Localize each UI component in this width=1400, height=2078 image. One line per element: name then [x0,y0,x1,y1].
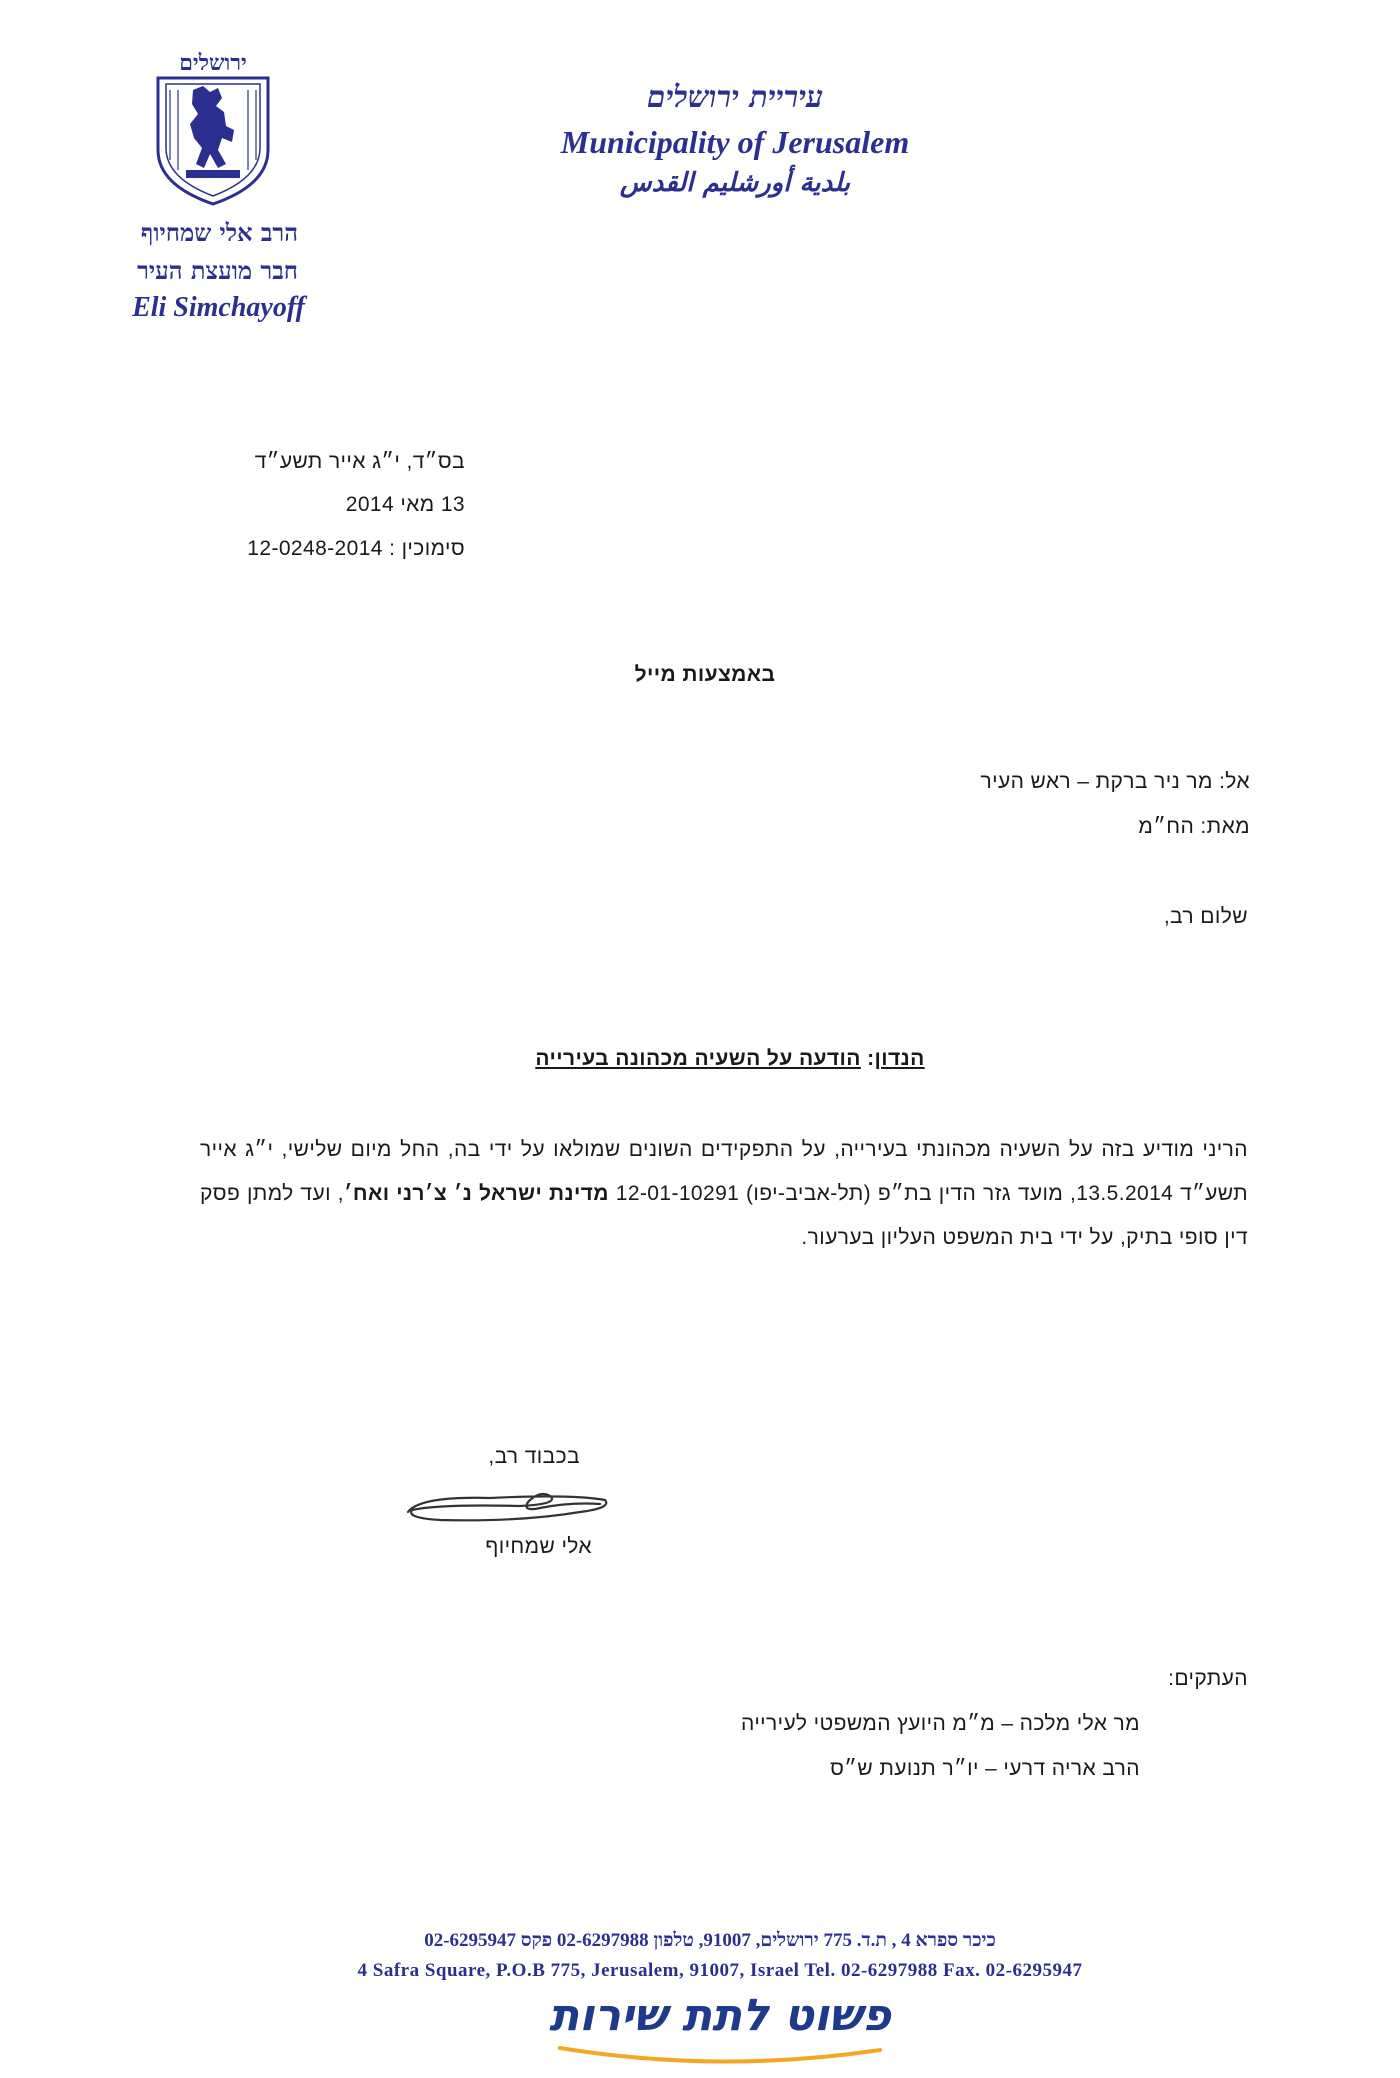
copies-label: העתקים: [1168,1667,1248,1690]
subject-text: הודעה על השעיה מכהונה בעירייה [535,1047,861,1070]
body-part-1: הריני מודיע בזה על השעיה מכהונתי בעירייה, על התפקידים השונים שמולאו על ידי בה, החל מיום שלישי, י״ג אייר תשע״ד 13.5.2014, מועד גזר הדין בת״פ (תל-אביב-יפו) 12-01-10291 [200,1138,1248,1205]
hebrew-date: בס״ד, י״ג אייר תשע״ד [254,450,465,473]
subject-separator: : [860,1047,875,1070]
case-name: מדינת ישראל נ׳ צ׳רני ואח׳ [343,1182,609,1205]
greeting: שלום רב, [1163,905,1248,928]
gregorian-date: 13 מאי 2014 [345,493,465,516]
body-part-2: , ועד למתן פסק דין סופי בתיק, על ידי בית המשפט העליון בערעור. [200,1182,1248,1249]
delivery-method: באמצעות מייל [634,663,776,686]
handwritten-signature [400,1482,618,1532]
reference-number: סימוכין : 12-0248-2014 [247,537,465,560]
council-member-name-he: הרב אלי שמחיוף [140,218,298,247]
footer-address-en: 4 Safra Square, P.O.B 775, Jerusalem, 91007, Israel Tel. 02-6297988 Fax. 02-6295947 [357,1960,1083,1981]
body-paragraph [200,1128,1248,1260]
municipality-name-en: Municipality of Jerusalem [560,124,910,160]
copy-recipient: מר אלי מלכה – מ״מ היועץ המשפטי לעירייה [741,1712,1140,1735]
subject-line [380,1047,1080,1071]
municipality-name-ar: بلدية أورشليم القدس [619,168,851,198]
footer-address-he: כיכר ספרא 4 , ת.ד. 775 ירושלים, 91007, טלפון 02-6297988 פקס 02-6295947 [424,1930,996,1951]
council-member-title-he: חבר מועצת העיר [137,256,298,285]
jerusalem-emblem [148,50,278,208]
closing: בכבוד רב, [488,1445,580,1468]
municipality-name-he: עיריית ירושלים [646,80,824,115]
slogan-swoosh [540,2040,900,2070]
subject-label: הנדון [874,1047,925,1070]
recipient-line: אל: מר ניר ברקת – ראש העיר [980,770,1250,793]
copy-recipient: הרב אריה דרעי – יו״ר תנועת ש״ס [830,1757,1140,1780]
signer-name: אלי שמחיוף [485,1535,592,1558]
sender-line: מאת: הח״מ [1138,815,1250,838]
council-member-name-en: Eli Simchayoff [132,292,305,323]
emblem-text: ירושלים [179,50,247,76]
slogan: פשוט לתת שירות [549,1990,891,2041]
